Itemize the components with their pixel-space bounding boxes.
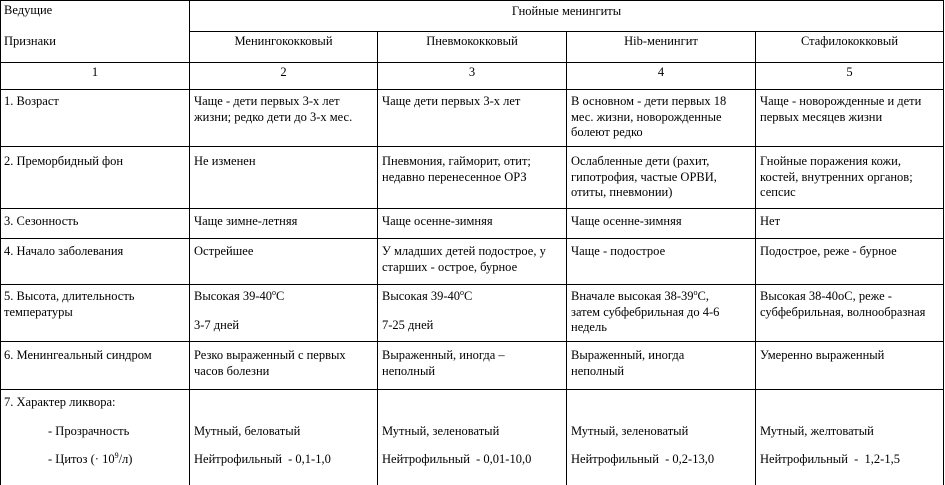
grid-line bbox=[566, 31, 567, 485]
grid-line bbox=[0, 284, 944, 285]
row-label-season: 3. Сезонность bbox=[4, 214, 79, 228]
grid-line bbox=[943, 0, 944, 485]
cell-meningeal-hib: Выраженный, иногда неполный bbox=[571, 348, 685, 378]
grid-line bbox=[0, 62, 944, 63]
row-label-csf: 7. Характер ликвора: bbox=[4, 395, 116, 409]
grid-line bbox=[0, 0, 944, 1]
column-number: 1 bbox=[91, 65, 99, 79]
sublabel-cytosis: - Цитоз (· $10^9/л$) bbox=[48, 451, 133, 466]
cell-transparency-meningococcal: Мутный, беловатый bbox=[194, 424, 301, 438]
cell-cytosis-hib: Нейтрофильный - 0,2-13,0 bbox=[571, 452, 715, 466]
cell-onset-meningococcal: Острейшее bbox=[194, 244, 254, 258]
cell-onset-hib: Чаще - подострое bbox=[571, 244, 666, 258]
header-label-bottom: Признаки bbox=[4, 34, 56, 48]
row-label-onset: 4. Начало заболевания bbox=[4, 244, 124, 258]
cell-temperature-pneumococcal-days: 7-25 дней bbox=[382, 318, 434, 332]
cell-season-hib: Чаще осенне-зимняя bbox=[571, 214, 682, 228]
column-header-staphylococcal: Стафилококковый bbox=[800, 34, 899, 48]
column-number: 5 bbox=[846, 65, 853, 79]
row-label-premorbid: 2. Преморбидный фон bbox=[4, 154, 124, 168]
grid-line bbox=[0, 208, 944, 209]
cell-season-meningococcal: Чаще зимне-летняя bbox=[194, 214, 298, 228]
cell-temperature-pneumococcal-high: Высокая $39-40^оС$ bbox=[382, 288, 473, 303]
cell-cytosis-staphylococcal: Нейтрофильный - 1,2-1,5 bbox=[760, 452, 900, 466]
cell-season-pneumococcal: Чаще осенне-зимняя bbox=[382, 214, 493, 228]
row-label-age: 1. Возраст bbox=[4, 94, 59, 108]
column-header-hib: Hib-менингит bbox=[624, 34, 698, 48]
grid-line bbox=[0, 89, 944, 90]
cell-age-meningococcal: Чаще - дети первых 3-х лет жизни; редко дети до 3-х мес. bbox=[194, 94, 353, 124]
cell-meningeal-meningococcal: Резко выраженный с первых часов болезни bbox=[194, 348, 346, 378]
cell-cytosis-meningococcal: Нейтрофильный - 0,1-1,0 bbox=[194, 452, 331, 466]
cell-premorbid-pneumococcal: Пневмония, гайморит, отит; недавно перенесенное ОРЗ bbox=[382, 154, 531, 184]
grid-line bbox=[377, 31, 378, 485]
cell-premorbid-staphylococcal: Гнойные поражения кожи, костей, внутренних органов; сепсис bbox=[760, 154, 913, 199]
cell-temperature-staphylococcal: Высокая 38-40оС, реже - субфебрильная, волнообразная bbox=[760, 289, 926, 319]
row-label-meningeal-syndrome: 6. Менингеальный синдром bbox=[4, 348, 152, 362]
grid-line bbox=[0, 389, 944, 390]
cell-transparency-staphylococcal: Мутный, желтоватый bbox=[760, 424, 874, 438]
grid-line bbox=[189, 31, 944, 32]
cell-meningeal-staphylococcal: Умеренно выраженный bbox=[760, 348, 885, 362]
cell-age-pneumococcal: Чаще дети первых 3-х лет bbox=[382, 94, 521, 108]
grid-line bbox=[755, 31, 756, 485]
cell-temperature-meningococcal-high: Высокая $39-40^оС$ bbox=[194, 288, 285, 303]
cell-cytosis-pneumococcal: Нейтрофильный - 0,01-10,0 bbox=[382, 452, 532, 466]
header-label-top: Ведущие bbox=[4, 3, 53, 17]
grid-line bbox=[0, 146, 944, 147]
header-group-title: Гнойные менингиты bbox=[511, 4, 622, 18]
sublabel-transparency: - Прозрачность bbox=[48, 424, 130, 438]
cell-premorbid-hib: Ослабленные дети (рахит, гипотрофия, частые ОРВИ, отиты, пневмонии) bbox=[571, 154, 717, 199]
cell-transparency-hib: Мутный, зеленоватый bbox=[571, 424, 689, 438]
cell-temperature-hib: Вначале высокая $38-39^оС$, затем субфебрильная до 4-6 недель bbox=[571, 288, 720, 334]
cell-transparency-pneumococcal: Мутный, зеленоватый bbox=[382, 424, 500, 438]
column-header-pneumococcal: Пневмококковый bbox=[426, 34, 518, 48]
cell-onset-staphylococcal: Подострое, реже - бурное bbox=[760, 244, 897, 258]
cell-premorbid-meningococcal: Не изменен bbox=[194, 154, 256, 168]
grid-line bbox=[0, 341, 944, 342]
row-label-temperature: 5. Высота, длительность температуры bbox=[4, 289, 135, 319]
cell-season-staphylococcal: Нет bbox=[760, 214, 781, 228]
cell-onset-pneumococcal: У младших детей подострое, у старших - острое, бурное bbox=[382, 244, 546, 274]
cell-age-hib: В основном - дети первых 18 мес. жизни, новорожденные болеют редко bbox=[571, 94, 727, 139]
cell-meningeal-pneumococcal: Выраженный, иногда – неполный bbox=[382, 348, 505, 378]
column-number: 4 bbox=[657, 65, 665, 79]
column-number: 2 bbox=[280, 65, 287, 79]
column-header-meningococcal: Менингококковый bbox=[234, 34, 333, 48]
grid-line bbox=[0, 238, 944, 239]
cell-temperature-meningococcal-days: 3-7 дней bbox=[194, 318, 240, 332]
cell-age-staphylococcal: Чаще - новорожденные и дети первых месяцев жизни bbox=[760, 94, 922, 124]
column-number: 3 bbox=[468, 65, 476, 79]
